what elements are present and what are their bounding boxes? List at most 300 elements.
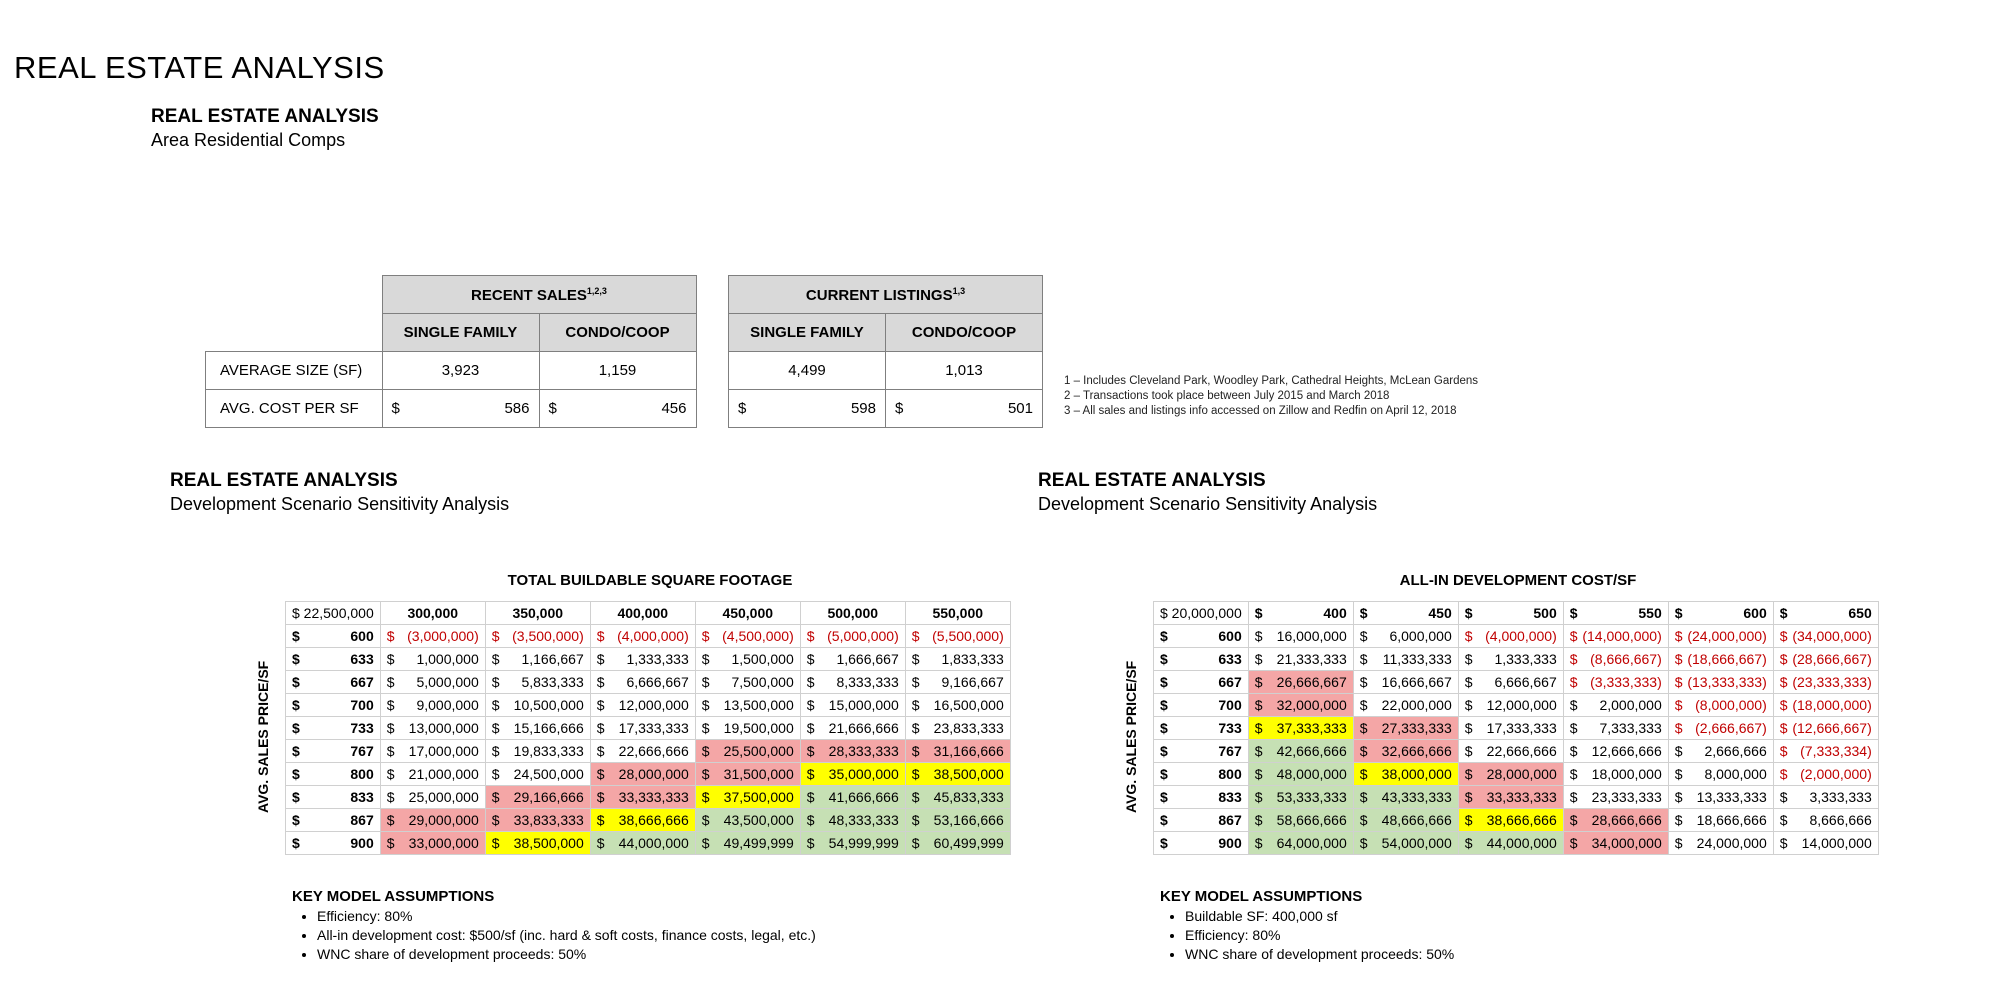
cell-value: 633: [1218, 651, 1242, 667]
table-cell: [1248, 648, 1353, 671]
money-cell: [1160, 835, 1242, 851]
currency-symbol: $: [1464, 720, 1473, 736]
money-cell: [702, 651, 794, 667]
table-cell: [590, 671, 695, 694]
cell-value: 38,500,000: [933, 766, 1004, 782]
currency-symbol: $: [806, 628, 815, 644]
cell-value: (14,000,000): [1582, 628, 1662, 644]
currency-symbol: $: [491, 720, 500, 736]
currency-symbol: $: [1464, 674, 1473, 690]
money-cell: [807, 766, 899, 782]
money-cell: [387, 812, 479, 828]
money-cell: [292, 789, 374, 805]
cell-value: 38,500,000: [513, 835, 584, 851]
money-cell: [1465, 674, 1557, 690]
table-cell: [485, 694, 590, 717]
cell-value: 54,000,000: [1381, 835, 1452, 851]
currency-symbol: $: [491, 743, 500, 759]
money-cell: [1570, 789, 1662, 805]
cell-value: 38,666,666: [1486, 812, 1557, 828]
table-cell: [695, 694, 800, 717]
table-cell: [1458, 809, 1563, 832]
table-cell: [1353, 786, 1458, 809]
money-cell: [1465, 720, 1557, 736]
table-cell: [1668, 786, 1773, 809]
table-cell: [1773, 671, 1878, 694]
money-cell: [1160, 651, 1242, 667]
table-cell: [1563, 717, 1668, 740]
currency-symbol: $: [701, 674, 710, 690]
table-cell: [1563, 625, 1668, 648]
table-cell: [800, 717, 905, 740]
currency-symbol: $: [1569, 628, 1578, 644]
money-cell: [1160, 628, 1242, 644]
money-cell: [807, 674, 899, 690]
money-cell: [1675, 720, 1767, 736]
cell-value: (3,500,000): [512, 628, 584, 644]
cell-value: 8,333,333: [836, 674, 899, 690]
table-cell: [1353, 694, 1458, 717]
cell-value: 11,333,333: [1382, 651, 1452, 667]
money-cell: [597, 766, 689, 782]
table-cell: [380, 717, 485, 740]
currency-symbol: $: [386, 743, 395, 759]
money-cell: [1465, 628, 1557, 644]
currency-symbol: $: [1569, 766, 1578, 782]
money-cell: [1780, 789, 1872, 805]
cell-value: 1,833,333: [941, 651, 1004, 667]
cell-value: (4,500,000): [722, 628, 794, 644]
cell-value: 8,000,000: [1704, 766, 1767, 782]
table-cell: [1353, 625, 1458, 648]
table-row: [286, 717, 1011, 740]
cell-value: 28,000,000: [618, 766, 689, 782]
table-cell: [1773, 740, 1878, 763]
currency-symbol: $: [1359, 674, 1368, 690]
left-y-label: AVG. SALES PRICE/SF: [255, 660, 271, 813]
right-assumptions-title: KEY MODEL ASSUMPTIONS: [1160, 888, 1363, 905]
money-cell: [1465, 766, 1557, 782]
currency-symbol: $: [596, 835, 605, 851]
cell-value: 9,166,667: [941, 674, 1004, 690]
currency-symbol: $: [1254, 651, 1263, 667]
currency-symbol: $: [911, 812, 920, 828]
table-cell: [1353, 809, 1458, 832]
currency-symbol: $: [1779, 674, 1788, 690]
table-cell: [905, 717, 1010, 740]
table-row: [286, 625, 1011, 648]
row-header: [286, 694, 381, 717]
assumption-item: • All-in development cost: $500/sf (inc. hard & soft costs, finance costs, legal, etc.): [317, 926, 816, 945]
currency-symbol: $: [386, 835, 395, 851]
money-cell: [1465, 789, 1557, 805]
currency-symbol: $: [911, 651, 920, 667]
col-single-family: SINGLE FAMILY: [729, 314, 886, 352]
cell-value: (23,333,333): [1792, 674, 1872, 690]
table-cell: [1458, 717, 1563, 740]
row-header: [1154, 763, 1249, 786]
money-cell: [912, 697, 1004, 713]
assumption-item: • Buildable SF: 400,000 sf: [1185, 907, 1454, 926]
table-cell: [1353, 671, 1458, 694]
money-cell: [1160, 789, 1242, 805]
currency-symbol: $: [1254, 743, 1263, 759]
cell-value: (2,000,000): [1800, 766, 1872, 782]
currency-symbol: $: [806, 651, 815, 667]
money-cell: [1675, 835, 1767, 851]
currency-symbol: $: [806, 674, 815, 690]
table-cell: [1353, 648, 1458, 671]
table-cell: [590, 717, 695, 740]
money-cell: [1160, 812, 1242, 828]
money-cell: [912, 789, 1004, 805]
table-cell: [485, 809, 590, 832]
currency-symbol: $: [596, 697, 605, 713]
table-cell: [1668, 648, 1773, 671]
cell-value: 25,500,000: [723, 743, 794, 759]
money-cell: [387, 720, 479, 736]
cell-value: 43,500,000: [723, 812, 794, 828]
cell-value: (8,000,000): [1695, 697, 1767, 713]
table-cell: [380, 809, 485, 832]
cell-value: (28,666,667): [1792, 651, 1872, 667]
table-cell: [1248, 763, 1353, 786]
comps-subtitle: Area Residential Comps: [151, 130, 346, 150]
table-cell: [1248, 786, 1353, 809]
currency-symbol: $: [1674, 789, 1683, 805]
table-cell: [485, 671, 590, 694]
left-assumptions: [292, 888, 816, 964]
table-row: [286, 809, 1011, 832]
table-cell: [905, 763, 1010, 786]
cell-value: 54,999,999: [828, 835, 899, 851]
cell-value: 800: [350, 766, 374, 782]
recent-sales-table: [205, 275, 697, 428]
currency-symbol: $: [1359, 720, 1368, 736]
table-cell: [695, 786, 800, 809]
cell-value: 43,333,333: [1381, 789, 1452, 805]
table-cell: [1353, 832, 1458, 855]
table-cell: [1458, 648, 1563, 671]
cell-value: 37,500,000: [723, 789, 794, 805]
column-header: 400,000: [590, 602, 695, 625]
currency-symbol: $: [911, 628, 920, 644]
column-header: 550,000: [905, 602, 1010, 625]
money-cell: [702, 628, 794, 644]
currency-symbol: $: [1254, 812, 1263, 828]
table-cell: [380, 763, 485, 786]
row-header: [1154, 671, 1249, 694]
column-header: 350,000: [485, 602, 590, 625]
money-cell: [1160, 674, 1242, 690]
table-cell: [485, 625, 590, 648]
cell-value: 650: [1848, 605, 1872, 621]
cell-value: 45,833,333: [933, 789, 1004, 805]
money-cell: [1160, 697, 1242, 713]
currency-symbol: $: [1464, 628, 1473, 644]
cell-value: 12,666,666: [1591, 743, 1662, 759]
money-cell: [492, 697, 584, 713]
table-cell: [1458, 763, 1563, 786]
currency-symbol: $: [806, 743, 815, 759]
currency-symbol: $: [1569, 720, 1578, 736]
cell-value: 16,000,000: [1276, 628, 1347, 644]
money-cell: [1675, 743, 1767, 759]
row-header: [286, 625, 381, 648]
table-cell: [1668, 717, 1773, 740]
cell-value: 27,333,333: [1381, 720, 1452, 736]
currency-symbol: $: [806, 789, 815, 805]
table-row: [1154, 763, 1879, 786]
column-header: [1458, 602, 1563, 625]
money-cell: [1465, 812, 1557, 828]
money-cell: [1570, 674, 1662, 690]
cell-value: 42,666,666: [1276, 743, 1347, 759]
table-cell: [590, 694, 695, 717]
table-cell: [800, 786, 905, 809]
currency-symbol: $: [806, 812, 815, 828]
money-cell: [702, 789, 794, 805]
table-cell: [905, 786, 1010, 809]
table-cell: [380, 786, 485, 809]
cell-value: 18,000,000: [1591, 766, 1662, 782]
currency-symbol: $: [1359, 835, 1368, 851]
currency-symbol: $: [1464, 743, 1473, 759]
money-cell: [807, 789, 899, 805]
table-cell: [485, 717, 590, 740]
money-cell: [1780, 766, 1872, 782]
money-cell: [492, 766, 584, 782]
money-cell: [597, 720, 689, 736]
table-cell: [905, 671, 1010, 694]
table-cell: [485, 740, 590, 763]
left-title: REAL ESTATE ANALYSIS: [170, 470, 398, 491]
money-cell: [1570, 743, 1662, 759]
money-cell: [1675, 766, 1767, 782]
table-cell: [1773, 809, 1878, 832]
money-cell: [1675, 812, 1767, 828]
cell-value: (18,666,667): [1687, 651, 1767, 667]
cell-value: 29,166,666: [513, 789, 584, 805]
table-cell: [1773, 717, 1878, 740]
row-header: [1154, 809, 1249, 832]
currency-symbol: $: [292, 720, 300, 736]
currency-symbol: $: [1674, 605, 1683, 621]
currency-symbol: $: [1359, 812, 1368, 828]
money-cell: [807, 697, 899, 713]
table-cell: [695, 740, 800, 763]
money-cell: [597, 743, 689, 759]
money-cell: [702, 697, 794, 713]
currency-symbol: $: [292, 651, 300, 667]
cell-value: 29,000,000: [408, 812, 479, 828]
money-cell: [702, 766, 794, 782]
money-cell: [1360, 651, 1452, 667]
currency-symbol: $: [292, 812, 300, 828]
sales-size-condo: 1,159: [539, 352, 696, 390]
currency-symbol: $: [911, 697, 920, 713]
money-cell: [492, 720, 584, 736]
row-header: [286, 763, 381, 786]
cell-value: 12,000,000: [1486, 697, 1557, 713]
cell-value: 3,333,333: [1809, 789, 1872, 805]
row-header: [1154, 740, 1249, 763]
cell-value: (4,000,000): [617, 628, 689, 644]
cell-value: 16,666,667: [1381, 674, 1452, 690]
table-cell: [380, 625, 485, 648]
currency-symbol: $: [1779, 697, 1788, 713]
money-cell: [912, 835, 1004, 851]
cell-value: 667: [350, 674, 374, 690]
table-cell: [695, 832, 800, 855]
currency-symbol: $: [1359, 743, 1368, 759]
currency-symbol: $: [1160, 789, 1168, 805]
table-cell: [1563, 832, 1668, 855]
currency-symbol: $: [1464, 651, 1473, 667]
currency-symbol: $: [1674, 651, 1683, 667]
money-cell: [1780, 743, 1872, 759]
cell-value: 41,666,666: [828, 789, 899, 805]
left-sensitivity-table: [285, 601, 1011, 855]
table-cell: [1563, 786, 1668, 809]
table-cell: [1248, 740, 1353, 763]
table-cell: [905, 740, 1010, 763]
table-cell: [590, 740, 695, 763]
money-cell: [1360, 789, 1452, 805]
cell-value: 900: [350, 835, 374, 851]
currency-symbol: $: [1779, 605, 1788, 621]
current-listings-table: [728, 275, 1043, 428]
column-header: [1668, 602, 1773, 625]
currency-symbol: $: [1569, 789, 1578, 805]
comps-title: REAL ESTATE ANALYSIS: [151, 106, 379, 127]
currency-symbol: $: [1569, 812, 1578, 828]
cell-value: 23,333,333: [1591, 789, 1662, 805]
col-condo: CONDO/COOP: [539, 314, 696, 352]
cell-value: 16,500,000: [933, 697, 1004, 713]
currency-symbol: $: [911, 835, 920, 851]
money-cell: [1465, 743, 1557, 759]
money-cell: [1675, 651, 1767, 667]
currency-symbol: $: [806, 766, 815, 782]
cell-value: (8,666,667): [1590, 651, 1662, 667]
cell-value: 24,500,000: [513, 766, 584, 782]
cell-value: 22,000,000: [1381, 697, 1452, 713]
cell-value: (2,666,667): [1695, 720, 1767, 736]
table-cell: [1563, 648, 1668, 671]
table-cell: [590, 832, 695, 855]
money-cell: [1360, 720, 1452, 736]
cell-value: 1,333,333: [626, 651, 689, 667]
money-cell: [1360, 697, 1452, 713]
table-cell: [905, 832, 1010, 855]
list-cost-condo: $ 501: [886, 390, 1043, 428]
table-cell: [1773, 786, 1878, 809]
cell-value: 1,166,667: [521, 651, 584, 667]
table-cell: [1668, 832, 1773, 855]
cell-value: 21,666,666: [828, 720, 899, 736]
row-cost-per-sf: AVG. COST PER SF: [206, 390, 383, 428]
table-cell: [590, 648, 695, 671]
money-cell: [1570, 720, 1662, 736]
left-assumptions-title: KEY MODEL ASSUMPTIONS: [292, 888, 495, 905]
row-header: [286, 648, 381, 671]
footnote: 1 – Includes Cleveland Park, Woodley Park, Cathedral Heights, McLean Gardens: [1064, 375, 1479, 387]
cell-value: 633: [350, 651, 374, 667]
comps-heading: [151, 106, 379, 151]
table-cell: [590, 763, 695, 786]
table-cell: [1248, 671, 1353, 694]
table-row: [1154, 648, 1879, 671]
currency-symbol: $: [1160, 674, 1168, 690]
currency-symbol: $: [491, 651, 500, 667]
cell-value: 17,333,333: [1486, 720, 1557, 736]
currency-symbol: $: [1254, 766, 1263, 782]
currency-symbol: $: [596, 743, 605, 759]
list-size-condo: 1,013: [886, 352, 1043, 390]
row-header: [286, 786, 381, 809]
money-cell: [912, 628, 1004, 644]
currency-symbol: $: [1569, 743, 1578, 759]
cell-value: 58,666,666: [1276, 812, 1347, 828]
money-cell: [492, 628, 584, 644]
table-row: [286, 648, 1011, 671]
currency-symbol: $: [1160, 835, 1168, 851]
currency-symbol: $: [491, 812, 500, 828]
column-header: [1773, 602, 1878, 625]
money-cell: [1675, 674, 1767, 690]
currency-symbol: $: [1254, 835, 1263, 851]
table-cell: [1353, 717, 1458, 740]
assumption-item: • Efficiency: 80%: [317, 907, 816, 926]
table-row: [1154, 694, 1879, 717]
money-cell: [1360, 835, 1452, 851]
money-cell: [597, 674, 689, 690]
money-cell: [1255, 835, 1347, 851]
money-cell: [702, 674, 794, 690]
cell-value: 22,666,666: [1486, 743, 1557, 759]
header-row: [1154, 602, 1879, 625]
column-header: 450,000: [695, 602, 800, 625]
table-cell: [1563, 763, 1668, 786]
money-cell: [292, 697, 374, 713]
table-row: [286, 763, 1011, 786]
cell-value: 767: [350, 743, 374, 759]
currency-symbol: $: [1464, 697, 1473, 713]
cell-value: 31,500,000: [723, 766, 794, 782]
money-cell: [1160, 766, 1242, 782]
currency-symbol: $: [1160, 812, 1168, 828]
money-cell: [597, 651, 689, 667]
currency-symbol: $: [292, 697, 300, 713]
cell-value: 48,000,000: [1276, 766, 1347, 782]
left-subtitle: Development Scenario Sensitivity Analysis: [170, 494, 510, 514]
table-cell: [1458, 625, 1563, 648]
cell-value: 867: [1218, 812, 1242, 828]
table-cell: [380, 648, 485, 671]
table-cell: [1668, 809, 1773, 832]
row-average-size: AVERAGE SIZE (SF): [206, 352, 383, 390]
money-cell: [387, 766, 479, 782]
table-cell: [1668, 740, 1773, 763]
currency-symbol: $: [1779, 812, 1788, 828]
currency-symbol: $: [386, 766, 395, 782]
money-cell: [1255, 789, 1347, 805]
cell-value: (7,333,334): [1800, 743, 1872, 759]
table-row: [286, 671, 1011, 694]
cell-value: 767: [1218, 743, 1242, 759]
money-cell: [1570, 697, 1662, 713]
